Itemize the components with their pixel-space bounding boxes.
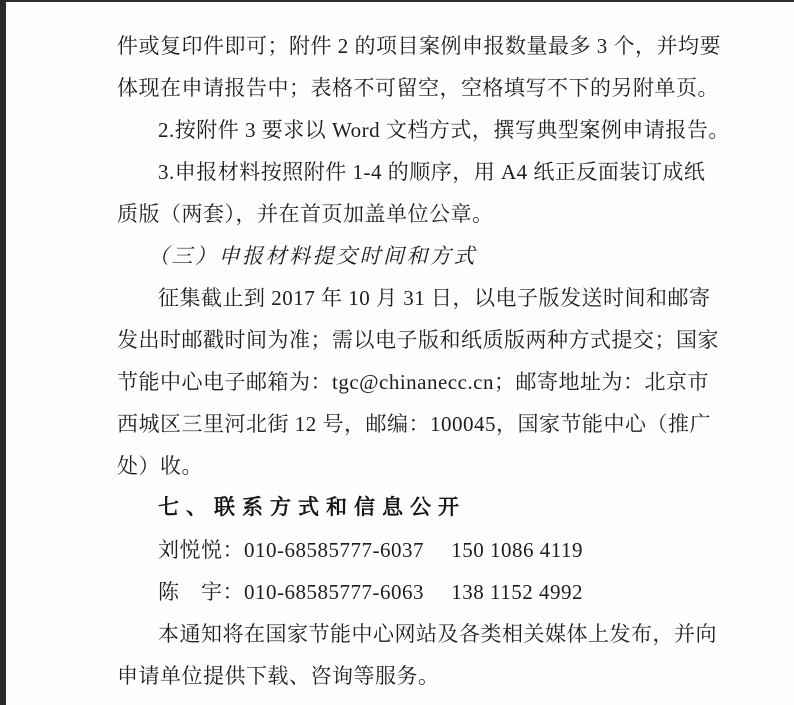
text-line: 体现在申请报告中；表格不可留空，空格填写不下的另附单页。 xyxy=(117,76,719,100)
text-line: 发出时邮戳时间为准；需以电子版和纸质版两种方式提交；国家 xyxy=(117,328,719,352)
text-line: 刘悦悦：010-68585777-6037 150 1086 4119 xyxy=(158,538,583,562)
text-line: 件或复印件即可；附件 2 的项目案例申报数量最多 3 个，并均要 xyxy=(117,34,721,58)
text-line: 处）收。 xyxy=(117,454,203,478)
text-line: 陈 宇：010-68585777-6063 138 1152 4992 xyxy=(158,580,583,604)
sub-section-heading: （三）申报材料提交时间和方式 xyxy=(148,244,477,268)
text-line: 2.按附件 3 要求以 Word 文档方式，撰写典型案例申请报告。 xyxy=(158,118,730,142)
section-heading: 七、联系方式和信息公开 xyxy=(158,496,466,519)
text-line: 3.申报材料按照附件 1-4 的顺序，用 A4 纸正反面装订成纸 xyxy=(158,160,706,184)
text-line: 节能中心电子邮箱为：tgc@chinanecc.cn；邮寄地址为：北京市 xyxy=(117,370,710,394)
text-line: 质版（两套），并在首页加盖单位公章。 xyxy=(117,202,494,226)
text-line: 本通知将在国家节能中心网站及各类相关媒体上发布，并向 xyxy=(158,622,717,646)
text-line: 西城区三里河北街 12 号，邮编：100045，国家节能中心（推广 xyxy=(117,412,711,436)
text-line: 征集截止到 2017 年 10 月 31 日，以电子版发送时间和邮寄 xyxy=(158,286,711,310)
text-line: 申请单位提供下载、咨询等服务。 xyxy=(117,664,440,688)
